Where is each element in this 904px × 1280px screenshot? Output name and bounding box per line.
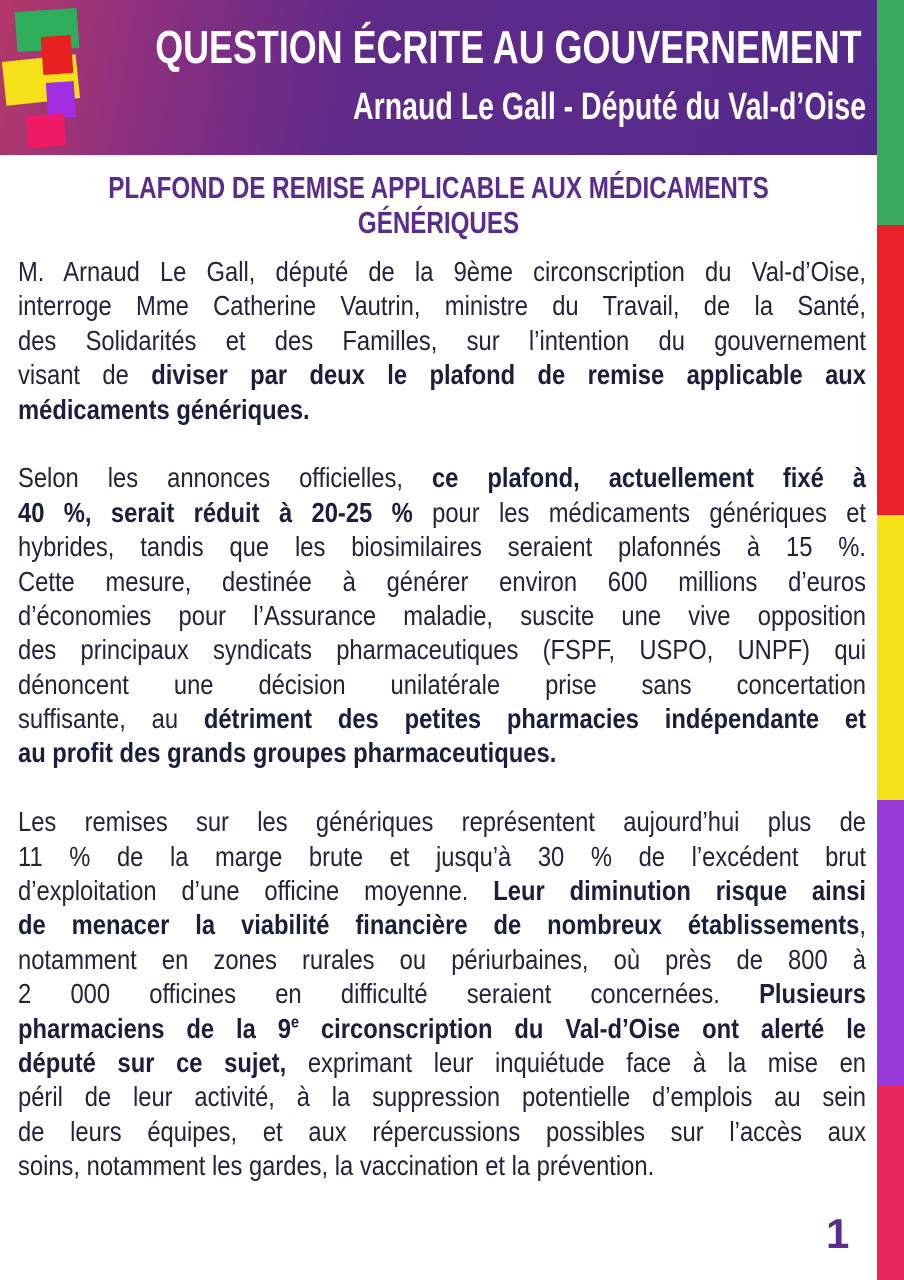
- bold-run: Plusieurs: [759, 978, 866, 1010]
- question-body: [18, 255, 866, 1184]
- bold-run: député sur ce sujet,: [18, 1046, 287, 1078]
- heading-line-2: GÉNÉRIQUES: [357, 205, 520, 240]
- text-line: [18, 1012, 866, 1046]
- header-title: QUESTION ÉCRITE AU GOUVERNEMENT: [155, 21, 862, 73]
- text-run: pharmaciens de la 9: [18, 1012, 291, 1044]
- text-run: circonscription du Val-d’Oise ont alerté le: [299, 1012, 866, 1044]
- text-line: des Solidarités et des Familles, sur l’intention du gouvernement: [18, 324, 866, 356]
- text-line: 11 % de la marge brute et jusqu’à 30 % de l’excédent brut: [18, 840, 866, 872]
- bold-run: 40 %, serait réduit à 20-25 %: [18, 496, 413, 528]
- bold-run: Leur diminution risque ainsi: [493, 875, 866, 907]
- side-stripe-violet: [877, 800, 904, 1085]
- text-line: [18, 736, 866, 770]
- text-line: [18, 702, 866, 736]
- text-line: [18, 874, 866, 908]
- text-line: des principaux syndicats pharmaceutiques (FSPF, USPO, UNPF) qui: [18, 634, 866, 666]
- bold-run: de menacer la viabilité financière de nombreux établissements: [18, 909, 860, 941]
- text-line: [18, 908, 866, 942]
- text-line: [18, 393, 866, 427]
- side-stripe-yellow: [877, 515, 904, 800]
- superscript: e: [290, 1012, 300, 1032]
- text-line: M. Arnaud Le Gall, député de la 9ème circonscription du Val-d’Oise,: [18, 256, 866, 287]
- side-stripe-pink: [877, 1085, 904, 1280]
- text-line: soins, notamment les gardes, la vaccination et la prévention.: [18, 1150, 655, 1182]
- logo-red-block: [41, 35, 74, 75]
- heading-line-1: PLAFOND DE REMISE APPLICABLE AUX MÉDICAMENTS: [108, 170, 769, 205]
- text-line: [18, 358, 866, 392]
- text-line: d’économies pour l’Assurance maladie, suscite une vive opposition: [18, 599, 866, 631]
- text-line: dénoncent une décision unilatérale prise sans concertation: [18, 668, 866, 700]
- header-banner: [0, 0, 877, 155]
- side-stripe-red: [877, 225, 904, 515]
- logo-pink-block: [26, 114, 66, 149]
- bold-run: médicaments génériques.: [18, 393, 310, 425]
- bold-run: ce plafond, actuellement fixé à: [431, 462, 867, 494]
- text-run: Selon les annonces officielles,: [18, 462, 432, 494]
- text-line: [18, 1046, 866, 1080]
- side-stripe-green: [877, 0, 904, 225]
- question-heading: [0, 170, 877, 240]
- text-line: Les remises sur les génériques représentent aujourd’hui plus de: [18, 806, 866, 838]
- text-line: [18, 977, 866, 1011]
- text-line: de leurs équipes, et aux répercussions possibles sur l’accès aux: [18, 1115, 866, 1147]
- text-line: Cette mesure, destinée à générer environ 600 millions d’euros: [18, 565, 866, 597]
- text-run: visant de: [18, 359, 152, 391]
- text-run: ,: [859, 909, 866, 941]
- text-line: [18, 461, 866, 495]
- header-subtitle: Arnaud Le Gall - Député du Val-d’Oise: [352, 86, 866, 128]
- text-run: suffisante, au: [18, 703, 204, 735]
- text-line: interroge Mme Catherine Vautrin, ministre du Travail, de la Santé,: [18, 290, 866, 322]
- text-run: 2 000 officines en difficulté seraient concernées.: [18, 978, 760, 1010]
- text-line: notamment en zones rurales ou périurbaines, où près de 800 à: [18, 943, 866, 975]
- text-line: hybrides, tandis que les biosimilaires seraient plafonnés à 15 %.: [18, 531, 866, 563]
- text-run: pour les médicaments génériques et: [412, 496, 866, 528]
- page-number: 1: [826, 1210, 850, 1257]
- text-line: péril de leur activité, à la suppression potentielle d’emplois au sein: [18, 1081, 866, 1113]
- bold-run: détriment des petites pharmacies indépendante et: [203, 703, 867, 735]
- text-run: exprimant leur inquiétude face à la mise en: [286, 1046, 867, 1078]
- text-line: [18, 496, 866, 530]
- text-run: d’exploitation d’une officine moyenne.: [18, 875, 494, 907]
- bold-run: au profit des grands groupes pharmaceutiques.: [18, 737, 557, 769]
- bold-run: [18, 1013, 866, 1044]
- bold-run: diviser par deux le plafond de remise applicable aux: [151, 359, 866, 391]
